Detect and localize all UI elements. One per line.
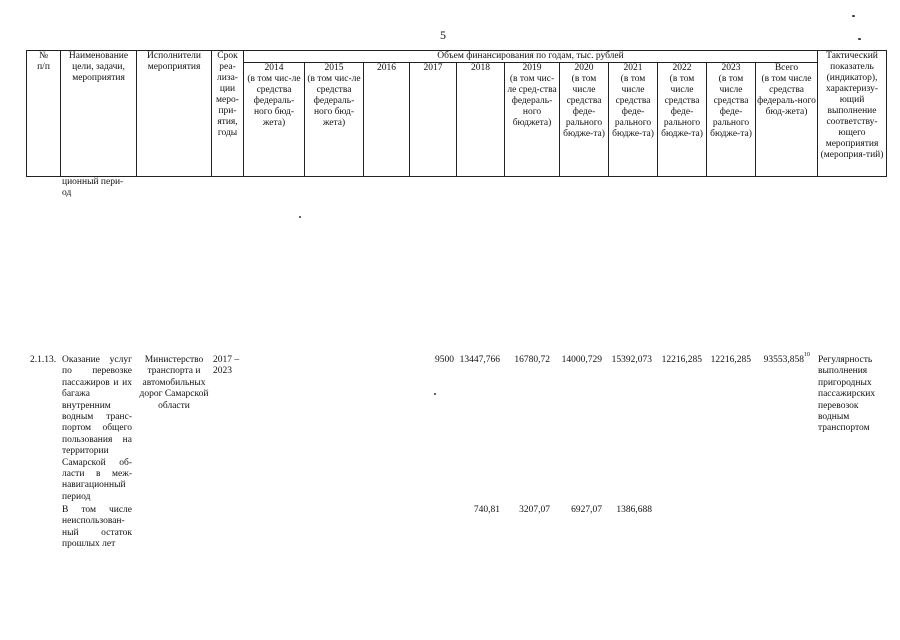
row-value-2020: 14000,729 [561, 355, 602, 365]
header-year: 2020 (в том числе средства феде-рального бюдже-та) [560, 63, 609, 177]
header-term: Срок реа-лиза-ции меро-при-ятия, годы [212, 51, 244, 177]
header-year: 2017 [410, 63, 457, 177]
scan-speck [858, 38, 861, 40]
header-year: 2023 (в том числе средства феде-рального бюдже-та) [707, 63, 756, 177]
header-num: № п/п [27, 51, 61, 177]
row-value-2021: 15392,073 [611, 355, 652, 365]
subrow-value-2021: 1386,688 [616, 505, 652, 515]
header-total: Всего (в том числе средства федераль-ного бюд-жета) [756, 63, 818, 177]
scan-speck [434, 393, 436, 395]
subrow-value-2019: 3207,07 [519, 505, 550, 515]
subrow-name: В том числе неиспользован-ный остаток прошлых лет [62, 505, 132, 550]
subrow-value-2020: 6927,07 [571, 505, 602, 515]
table-header [26, 50, 887, 177]
page-number: 5 [440, 28, 446, 42]
row-name: Оказание услуг по перевозке пассажиров и их багажа внутренним водным транс-портом общего пользования на территории Самарской об-ласти в меж-навигационный период [62, 355, 132, 502]
row-indicator: Регулярность выполнения пригородных пассажирских перевозок водным транспортом [818, 355, 876, 434]
header-year: 2019 (в том чис-ле сред-ства федераль-ного бюджета) [505, 63, 560, 177]
header-year: 2015 (в том чис-ле средства федераль-ного бюд-жета) [305, 63, 364, 177]
row-value-2018: 13447,766 [459, 355, 500, 365]
header-year: 2018 [457, 63, 505, 177]
row-value-2019: 16780,72 [514, 355, 550, 365]
row-code: 2.1.13. [30, 355, 57, 365]
row-value-2022: 12216,285 [661, 355, 702, 365]
row-total-value: 93553,858 [763, 355, 804, 365]
header-year: 2016 [364, 63, 410, 177]
row-total [748, 352, 810, 366]
row-value-2023: 12216,285 [710, 355, 751, 365]
header-year: 2022 (в том числе средства феде-рального бюдже-та) [658, 63, 707, 177]
header-name: Наименование цели, задачи, мероприятия [61, 51, 137, 177]
header-year: 2014 (в том чис-ле средства федераль-ного бюд-жета) [244, 63, 305, 177]
row-term: 2017 – 2023 [213, 355, 240, 377]
row-executor: Министерство транспорта и автомобильных дорог Самарской области [139, 355, 209, 411]
scan-speck [299, 216, 301, 218]
subrow-value-2018: 740,81 [473, 505, 500, 515]
carryover-text: ционный пери- од [62, 177, 124, 199]
header-executors: Исполнители мероприятия [137, 51, 212, 177]
scan-speck [852, 15, 855, 17]
header-funding-title: Объем финансирования по годам, тыс. рублей [244, 51, 818, 63]
row-value-2017: 9500 [435, 355, 454, 365]
header-indicator: Тактический показатель (индикатор), характеризу-ющий выполнение соответству-ющего мероприятия (мероприя-тий) [818, 51, 887, 177]
row-total-footnote: 10 [804, 352, 810, 358]
header-year: 2021 (в том числе средства феде-рального бюдже-та) [609, 63, 658, 177]
